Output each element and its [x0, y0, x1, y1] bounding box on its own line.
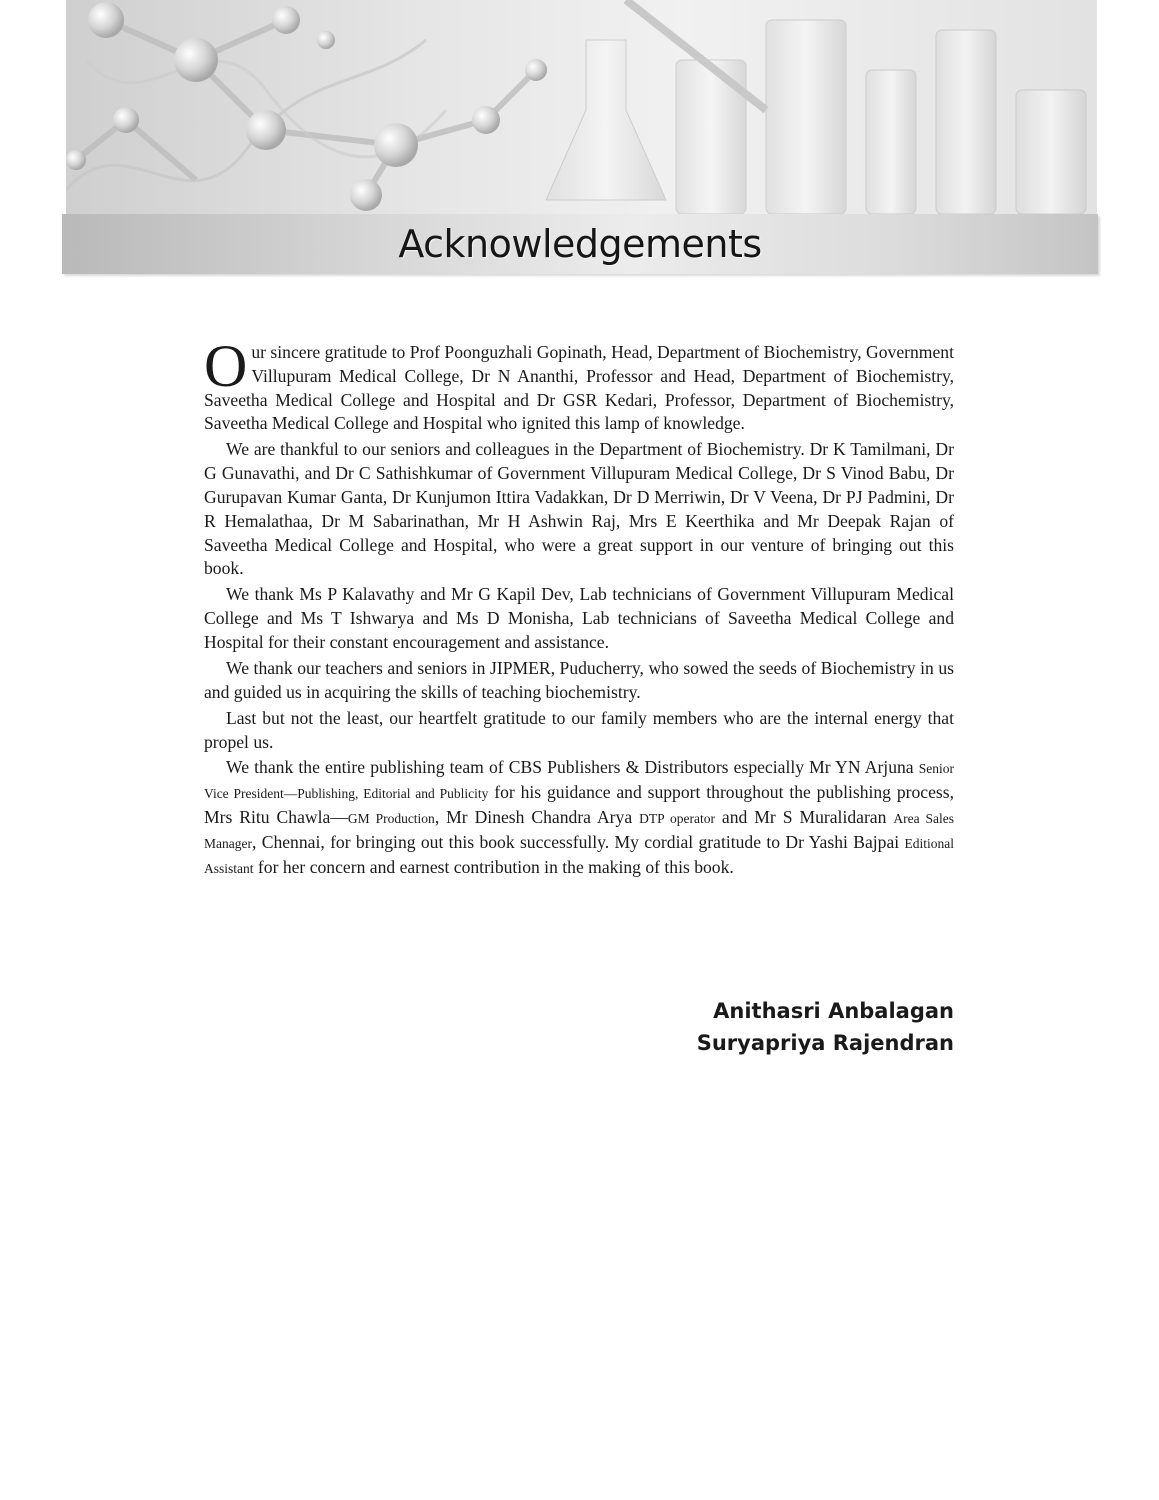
designation: Editional Assistant [204, 835, 954, 876]
paragraph-6-text: , Chennai, for bringing out this book successfully. My cordial gratitude to Dr Yashi Bajpai [251, 831, 905, 852]
author-signatures [604, 995, 954, 1059]
header-banner-image [66, 0, 1097, 214]
paragraph-6-text: and Mr S Muralidaran [714, 807, 894, 828]
page-title: Acknowledgements [398, 222, 762, 266]
designation: GM Production [347, 811, 435, 827]
paragraph-2: We are thankful to our seniors and colleagues in the Department of Biochemistry. Dr K Tamilmani, Dr G Gunavathi, and Dr C Sathishkumar of Government Villupuram Medical College, Dr S Vinod Babu, Dr Gurupavan Kumar Ganta, Dr Kunjumon Ittira Vadakkan, Dr D Merriwin, Dr V Veena, Dr PJ Padmini, Dr R Hemalathaa, Dr M Sabarinathan, Mr H Ashwin Raj, Mrs E Keerthika and Mr Deepak Rajan of Saveetha Medical College and Hospital, who were a great support in our venture of bringing out this book. [204, 439, 954, 579]
paragraph-3: We thank Ms P Kalavathy and Mr G Kapil Dev, Lab technicians of Government Villupuram Medical College and Ms T Ishwarya and Ms D Monisha, Lab technicians of Saveetha Medical College and Hospital for their constant encouragement and assistance. [204, 584, 954, 652]
drop-cap: O [204, 333, 248, 399]
author-name-1: Anithasri Anbalagan [713, 999, 954, 1023]
paragraph-6-text: for her concern and earnest contribution in the making of this book. [253, 856, 734, 877]
title-bar [62, 214, 1098, 274]
paragraph-4: We thank our teachers and seniors in JIPMER, Puducherry, who sowed the seeds of Biochemistry in us and guided us in acquiring the skills of teaching biochemistry. [204, 657, 954, 702]
paragraph-6-text: for his guidance and support throughout the publishing process, Mrs Ritu Chawla— [204, 782, 954, 828]
designation: DTP operator [639, 811, 715, 827]
paragraph-1-text: ur sincere gratitude to Prof Poonguzhali Gopinath, Head, Department of Biochemistry, Government Villupuram Medical College, Dr N Ananthi, Professor and Head, Department of Biochemistry, Saveetha Medical College and Hospital and Dr GSR Kedari, Professor, Department of Biochemistry, Saveetha Medical College and Hospital who ignited this lamp of knowledge. [204, 342, 954, 434]
paragraph-5: Last but not the least, our heartfelt gratitude to our family members who are the internal energy that propel us. [204, 707, 954, 752]
paragraph-1 [204, 333, 954, 436]
lab-glassware-molecule-illustration [66, 0, 1097, 214]
acknowledgement-text [204, 333, 955, 883]
paragraph-6-text: , Mr Dinesh Chandra Arya [434, 807, 640, 828]
designation: Area Sales Manager [204, 811, 955, 851]
designation: Senior Vice President—Publishing, Editorial and Publicity [204, 761, 954, 802]
paragraph-6 [204, 756, 954, 880]
paragraph-6-text: We thank the entire publishing team of CBS Publishers & Distributors especially Mr YN Arjuna [226, 757, 919, 778]
author-name-2: Suryapriya Rajendran [696, 1031, 954, 1055]
